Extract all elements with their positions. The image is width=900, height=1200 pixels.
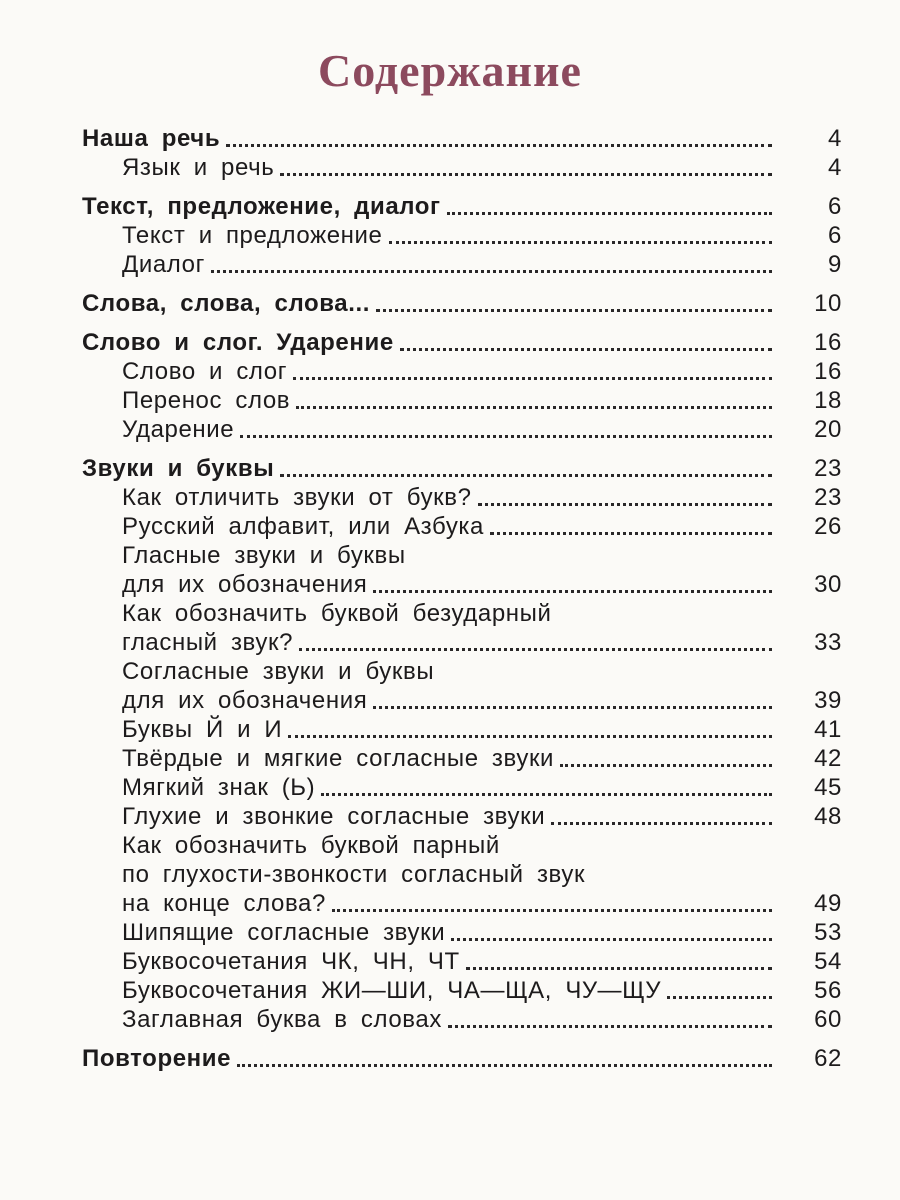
toc-entry-title: Как отличить звуки от букв? xyxy=(122,484,472,511)
toc-page-number: 6 xyxy=(828,193,842,220)
dot-leader xyxy=(373,590,772,593)
toc-entry-title: Мягкий знак (Ь) xyxy=(122,774,316,801)
toc-page-number: 54 xyxy=(814,948,842,975)
toc-subsection xyxy=(82,415,842,444)
dot-leader xyxy=(280,173,772,176)
dot-leader xyxy=(560,764,772,767)
toc-entry-title: Буквосочетания ЧК, ЧН, ЧТ xyxy=(122,948,460,975)
toc-page-number: 39 xyxy=(814,687,842,714)
toc-subsection xyxy=(82,512,842,541)
toc-page-number: 18 xyxy=(814,387,842,414)
dot-leader xyxy=(299,648,772,651)
toc-subsection xyxy=(82,221,842,250)
dot-leader xyxy=(451,938,772,941)
toc-entry-title: Текст, предложение, диалог xyxy=(82,193,441,220)
toc-subsection xyxy=(82,802,842,831)
toc-subsection xyxy=(82,541,842,570)
toc-entry-title: Как обозначить буквой безударный xyxy=(122,600,552,627)
toc-page-number: 53 xyxy=(814,919,842,946)
toc-entry-title: Диалог xyxy=(122,251,205,278)
toc-subsection xyxy=(82,918,842,947)
toc-page-number: 48 xyxy=(814,803,842,830)
toc-subsection xyxy=(82,657,842,686)
toc-page-number: 4 xyxy=(828,125,842,152)
toc-entry-title: Слова, слова, слова... xyxy=(82,290,371,317)
toc-page-number: 62 xyxy=(814,1045,842,1072)
toc-subsection xyxy=(82,153,842,182)
toc-entry-title: Русский алфавит, или Азбука xyxy=(122,513,485,540)
toc-entry-title: Как обозначить буквой парный xyxy=(122,832,500,859)
toc-section xyxy=(82,289,842,318)
toc-subsection xyxy=(82,947,842,976)
toc-subsection xyxy=(82,831,842,860)
toc-section xyxy=(82,192,842,221)
toc-subsection xyxy=(82,686,842,715)
toc-entry-title: Шипящие согласные звуки xyxy=(122,919,446,946)
toc-entry-title: для их обозначения xyxy=(122,571,368,598)
dot-leader xyxy=(466,967,772,970)
toc-page-number: 16 xyxy=(814,329,842,356)
dot-leader xyxy=(400,348,772,351)
dot-leader xyxy=(478,503,772,506)
toc-page-number: 10 xyxy=(814,290,842,317)
dot-leader xyxy=(211,270,772,273)
toc-page-number: 41 xyxy=(814,716,842,743)
dot-leader xyxy=(490,532,772,535)
dot-leader xyxy=(667,996,772,999)
toc-page-number: 45 xyxy=(814,774,842,801)
toc-page-number: 9 xyxy=(828,251,842,278)
toc-subsection xyxy=(82,744,842,773)
toc-subsection xyxy=(82,889,842,918)
dot-leader xyxy=(376,309,772,312)
toc-entry-title: Согласные звуки и буквы xyxy=(122,658,435,685)
dot-leader xyxy=(332,909,772,912)
toc-page-number: 30 xyxy=(814,571,842,598)
dot-leader xyxy=(288,735,772,738)
toc-entry-title: Звуки и буквы xyxy=(82,455,275,482)
toc-page-number: 56 xyxy=(814,977,842,1004)
toc-entry-title: Язык и речь xyxy=(122,154,275,181)
toc-entry-title: Текст и предложение xyxy=(122,222,383,249)
toc-entry-title: Буквосочетания ЖИ—ШИ, ЧА—ЩА, ЧУ—ЩУ xyxy=(122,977,662,1004)
toc-subsection xyxy=(82,860,842,889)
dot-leader xyxy=(237,1064,772,1067)
dot-leader xyxy=(448,1025,772,1028)
toc-entry-title: Наша речь xyxy=(82,125,221,152)
toc-page-number: 23 xyxy=(814,455,842,482)
toc-subsection xyxy=(82,386,842,415)
toc-entry-title: гласный звук? xyxy=(122,629,294,656)
toc-entry-title: Слово и слог xyxy=(122,358,288,385)
toc-subsection xyxy=(82,1005,842,1034)
toc-section xyxy=(82,454,842,483)
toc-subsection xyxy=(82,628,842,657)
page-title: Содержание xyxy=(318,45,582,96)
toc-subsection xyxy=(82,773,842,802)
toc-subsection xyxy=(82,483,842,512)
toc-page-number: 6 xyxy=(828,222,842,249)
toc-entry-title: Глухие и звонкие согласные звуки xyxy=(122,803,546,830)
toc-subsection xyxy=(82,715,842,744)
toc-entry-title: Слово и слог. Ударение xyxy=(82,329,394,356)
toc-entry-title: Заглавная буква в словах xyxy=(122,1006,442,1033)
toc-entry-title: Буквы Й и И xyxy=(122,716,283,743)
dot-leader xyxy=(296,406,772,409)
toc-subsection xyxy=(82,570,842,599)
toc-entry-title: Гласные звуки и буквы xyxy=(122,542,406,569)
dot-leader xyxy=(226,144,772,147)
toc-page-number: 23 xyxy=(814,484,842,511)
toc-subsection xyxy=(82,599,842,628)
toc-page-number: 26 xyxy=(814,513,842,540)
toc-page-number: 60 xyxy=(814,1006,842,1033)
dot-leader xyxy=(373,706,772,709)
toc-section xyxy=(82,124,842,153)
dot-leader xyxy=(447,212,772,215)
toc-entry-title: Твёрдые и мягкие согласные звуки xyxy=(122,745,555,772)
toc-section xyxy=(82,328,842,357)
toc-subsection xyxy=(82,357,842,386)
toc-section xyxy=(82,1044,842,1073)
dot-leader xyxy=(389,241,773,244)
toc-page-number: 49 xyxy=(814,890,842,917)
table-of-contents xyxy=(82,124,842,1073)
toc-entry-title: Ударение xyxy=(122,416,235,443)
toc-page-number: 4 xyxy=(828,154,842,181)
toc-entry-title: для их обозначения xyxy=(122,687,368,714)
toc-subsection xyxy=(82,250,842,279)
toc-entry-title: на конце слова? xyxy=(122,890,326,917)
toc-subsection xyxy=(82,976,842,1005)
dot-leader xyxy=(551,822,772,825)
toc-page-number: 20 xyxy=(814,416,842,443)
dot-leader xyxy=(293,377,772,380)
toc-entry-title: Повторение xyxy=(82,1045,232,1072)
dot-leader xyxy=(240,435,772,438)
toc-entry-title: по глухости-звонкости согласный звук xyxy=(122,861,586,888)
toc-page-number: 42 xyxy=(814,745,842,772)
toc-page-number: 16 xyxy=(814,358,842,385)
dot-leader xyxy=(280,474,772,477)
toc-entry-title: Перенос слов xyxy=(122,387,291,414)
toc-page-number: 33 xyxy=(814,629,842,656)
dot-leader xyxy=(321,793,772,796)
